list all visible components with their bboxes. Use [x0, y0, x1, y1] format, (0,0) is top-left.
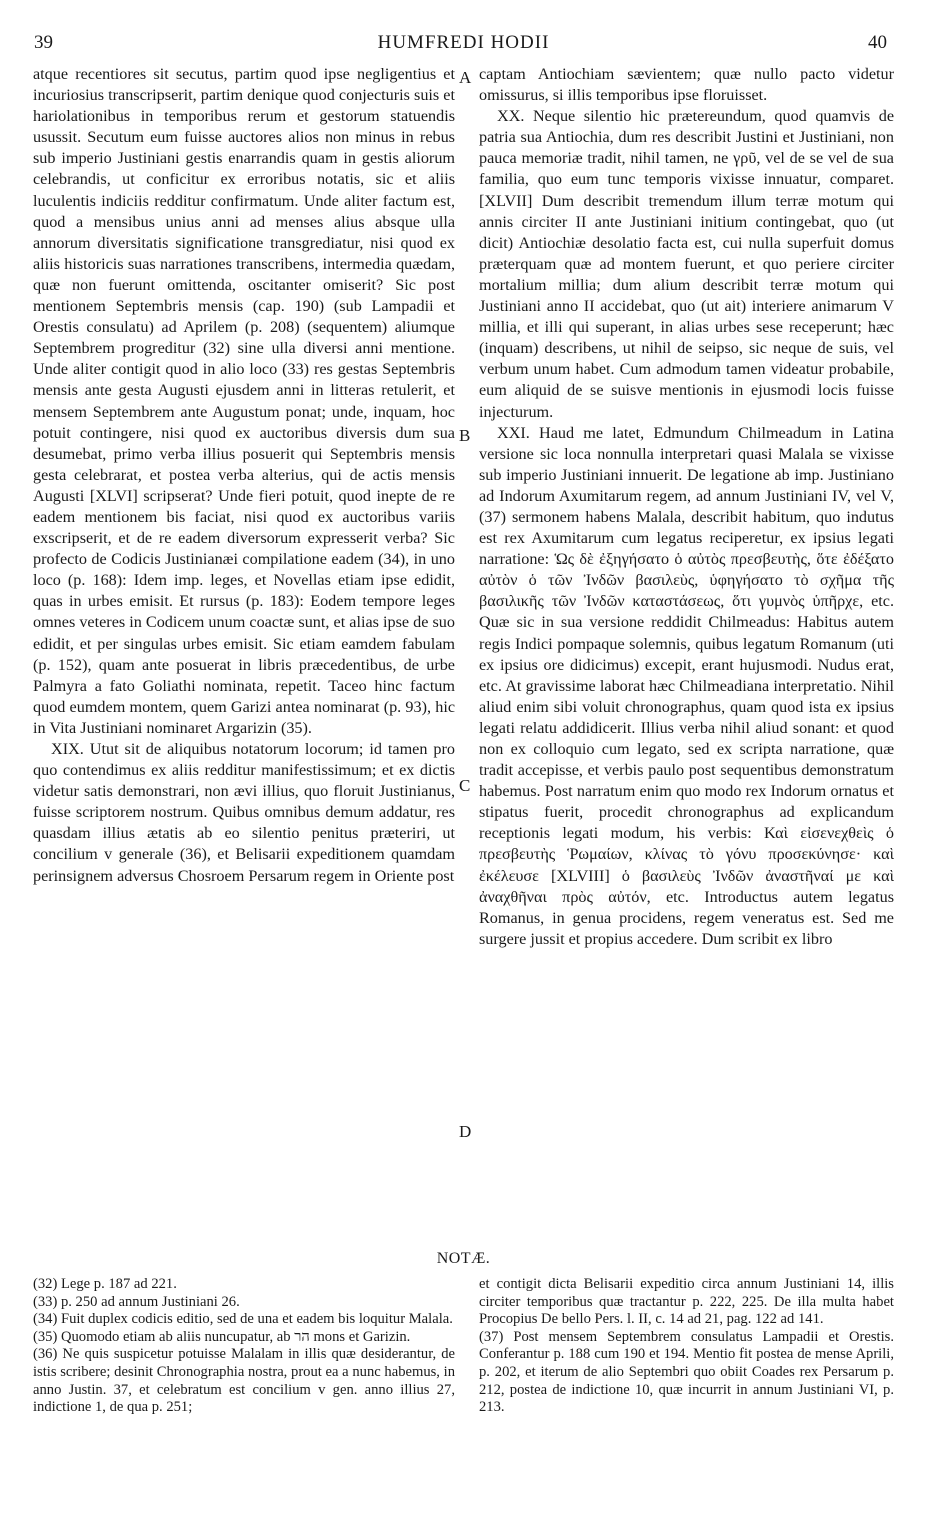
notes-left-column [33, 1276, 455, 1417]
running-title: HUMFREDI HODII [377, 32, 550, 53]
footnote: (35) Quomodo etiam ab aliis nuncupatur, ab הר mons et Garizin. [33, 1328, 411, 1345]
notes-right-column [479, 1276, 894, 1417]
margin-marker-a: A [459, 68, 472, 87]
paragraph-xix: XIX. Utut sit de aliquibus notatorum locorum; id tamen pro quo contendimus ex aliis redditur manifestissimum; et ex dictis videtur satis demonstrari, non ævi illius, quo floruit Justinianus, fuisse scriptorem nostrum. Quibus omnibus demum addatur, res quasdam illius ætatis ab eo silentio penitus præteriri, ut concilium v generale (36), et Belisarii expeditionem quamdam perinsignem adversus Chosroem Persarum regem in Oriente post [33, 740, 455, 885]
footnote: et contigit dicta Belisarii expeditio circa annum Justiniani 14, illis circiter temporibus quæ tractantur p. 222, 225. De illa multa habet Procopius De bello Pers. l. II, c. 14 ad 21, pag. 122 ad 141. [479, 1276, 894, 1328]
margin-marker-c: C [459, 776, 471, 795]
footnote: (36) Ne quis suspicetur potuisse Malalam in illis quæ desiderantur, de istis scribere; desinit Chronographia nostra, prout ea a nunc habemus, in anno Justin. 37, et celebratum est concilium v gen. anno illius 27, indictione 1, de qua p. 251; [33, 1346, 455, 1416]
margin-marker-b: B [459, 426, 471, 445]
footnote: (37) Post mensem Septembrem consulatus Lampadii et Orestis. Conferantur p. 188 cum 190 et 194. Mentio fit postea de mense Aprili, p. 202, et iterum de alio Septembri quo obiit Coades rex Persarum p. 212, postea de indictione 10, quæ incurrit in annum Justiniani VI, p. 213. [479, 1328, 894, 1416]
notes-heading: NOTÆ. [436, 1250, 491, 1267]
footnote: (33) p. 250 ad annum Justiniani 26. [33, 1293, 240, 1310]
right-text-column [479, 64, 894, 950]
footnote: (34) Fuit duplex codicis editio, sed de una et eadem bis loquitur Malala. [33, 1311, 453, 1328]
paragraph-continuation-right: captam Antiochiam sævientem; quæ nullo pacto videtur omissurus, si illis temporibus ipse floruisset. [479, 65, 894, 105]
left-text-column [33, 64, 455, 887]
paragraph-xx: XX. Neque silentio hic prætereundum, quod quamvis de patria sua Antiochia, dum res describit Justini et Justiniani, non pauca memoriæ tradit, nihil tamen, ne γρῦ, vel de se vel de sua familia, quo eum tunc temporis vixisse innuatur, comparet. [XLVII] Dum describit tremendum illum terræ motum qui annis circiter II ante Justiniani initium contingebat, quo (ut dicit) Antiochiæ desolatio facta est, cui nulla superfuit domus præterquam quæ ad montem fuerunt, et quo periere circiter mortalium millia; dum alium describit terræ motum qui Justiniani anno II accidebat, quo (ut ait) interiere animarum V millia, et illi qui superant, in alias urbes sese receperunt; hæc (inquam) describens, ut nihil de seipso, sic neque de suis, vel verbum unum habet. Cum admodum tamen videatur probabile, eum aliquid de se suisve mentionis in ejusmodi locis fuisse injecturum. [479, 107, 894, 421]
page-number-right: 40 [868, 32, 887, 53]
page-number-left: 39 [34, 32, 53, 53]
paragraph-continuation: atque recentiores sit secutus, partim quod ipse negligentius et incuriosius transcripserit, partim denique quod conjecturis suis et hariolationibus in temporibus rerum et gestorum statuendis usussit. Secutum eum fuisse auctores alios non minus in rebus sub imperio Justiniani gestis enarrandis quam in gestis aliorum celebrandis, ut conficitur ex erroribus notatis, sic et aliis luculentis indiciis redditur confirmatum. Unde aliter factum est, quod a mensibus unius anni ad menses alius absque ulla annorum diversitatis significatione transgrediatur, nisi quod ex aliis historicis suas narrationes transcribens, intermedia quædam, quæ non fuerunt omittenda, oscitanter omiserit? Sic post mentionem Septembris mensis (cap. 190) (sub Lampadii et Orestis consulatu) ad Aprilem (p. 208) (sequentem) aliumque Septembrem progreditur (32) sine ulla diversi anni mentione. Unde aliter contigit quod in alio loco (33) res gestas Septembris mensis ante gesta Augusti ejusdem anni in litteras retulerit, et mensem Septembrem ante Augustum ponat; unde, inquam, hoc potuit contingere, nisi quod ex auctoribus diversis dum sua desumebat, primo verba illius posuerit qui Septembris mensis gesta celebrarat, et postea verba alterius, qui de actis mensis Augusti [XLVI] scripserat? Unde fieri potuit, quod inepte de re eadem mentionem bis faciat, nisi quod ex auctoribus variis exscripserit, et de re eadem diversorum expresserit verba? Sic profecto de Codicis Justinianæi compilatione eadem (34), in uno loco (p. 168): Idem imp. leges, et Novellas etiam ipse edidit, quas in urbes emisit. Et rursus (p. 183): Eodem tempore leges omnes veteres in Codicem unum coactæ sunt, et alias ipse de suo edidit, et per singulas urbes emisit. Sic etiam eamdem fabulam (p. 152), quam ante posuerat in libris præcedentibus, de urbe Palmyra a fato Goliathi nominata, repetit. Taceo hinc factum quod eumdem montem, quem Garizi antea nominarat (p. 93), hic in Vita Justiniani nominaret Argarizin (35). [33, 65, 455, 737]
footnote: (32) Lege p. 187 ad 221. [33, 1276, 177, 1292]
margin-marker-d: D [459, 1122, 472, 1141]
paragraph-xxi: XXI. Haud me latet, Edmundum Chilmeadum in Latina versione sic loca nonnulla interpretari quasi Malala se vixisse sub imperio Justiniani innuerit. De legatione ab imp. Justiniano ad Indorum Axumitarum regem, ad annum Justiniani IV, vel V, (37) sermonem habens Malala, describit habitum, quo indutus est rex Axumitarum cum legatus reciperetur, ex ipsius legati narratione: Ὡς δὲ ἐξηγήσατο ὁ αὐτὸς πρεσβευτὴς, ὅτε ἐδέξατο αὐτὸν ὁ τῶν Ἰνδῶν βασιλεὺς, ὑφηγήσατο τὸ σχῆμα τῆς βασιλικῆς τῶν Ἰνδῶν καταστάσεως, ὅτι γυμνὸς ὑπῆρχε, etc. Quæ sic in sua versione reddidit Chilmeadus: Habitus autem regis Indici pompaque solemnis, quibus legatum Romanum (uti ex ipsius ore didicimus) excepit, erant hujusmodi. Nudus erat, etc. At gravissime laborat hæc Chilmeadiana interpretatio. Nihil aliud enim sibi voluit chronographus, quam quod ista ex ipsius legati relatu addidicerit. Illius verba nihil aliud sonant: et quod non ex colloquio cum legato, sed ex scripta narratione, quæ tradit accepisse, et verbis paulo post sequentibus demonstratum habemus. Post narratum enim quo modo rex Indorum ornatus et stipatus fuerit, procedit chronographus ad explicandum receptionis legati modum, his verbis: Καὶ εἰσενεχθεὶς ὁ πρεσβευτὴς Ῥωμαίων, κλίνας τὸ γόνυ προσεκύνησε· καὶ ἐκέλευσε [XLVIII] ὁ βασιλεὺς Ἰνδῶν ἀναστῆναί με καὶ ἀναχθῆναι πρὸς αὐτόν, etc. Introductus autem legatus Romanus, in genua procidens, regem veneratus est. Sed me surgere jussit et propius accedere. Dum scribit ex libro [479, 423, 894, 948]
